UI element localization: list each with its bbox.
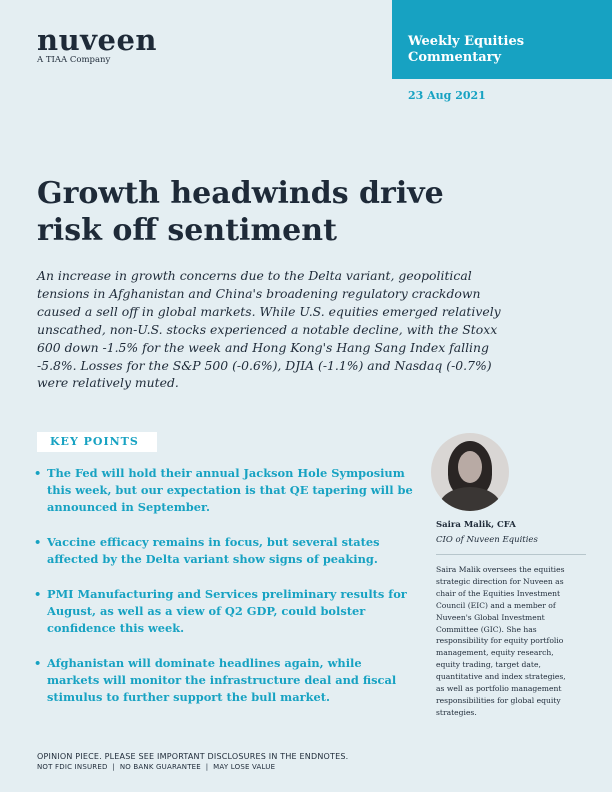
key-point-text: Afghanistan will dominate headlines again, while markets will monitor the infrastructure deal and fiscal stimulus to further support the bull market.	[47, 656, 397, 704]
disclaimer-text: OPINION PIECE. PLEASE SEE IMPORTANT DISCLOSURES IN THE ENDNOTES.	[37, 752, 349, 761]
author-name: Saira Malik, CFA	[436, 520, 516, 530]
key-point-text: Vaccine efficacy remains in focus, but several states affected by the Delta variant show signs of peaking.	[47, 535, 380, 566]
brand-tagline: A TIAA Company	[37, 55, 111, 65]
list-item	[34, 586, 414, 637]
article-intro: An increase in growth concerns due to the Delta variant, geopolitical tensions in Afghanistan and China's broadening regulatory crackdown caused a sell off in global markets. While U.S. equities emerged relatively unscathed, non-U.S. stocks experienced a notable decline, with the Stoxx 600 down -1.5% for the week and Hong Kong's Hang Sang Index falling -5.8%. Losses for the S&P 500 (-0.6%), DJIA (-1.1%) and Nasdaq (-0.7%) were relatively muted.	[37, 268, 501, 391]
key-points-list	[34, 465, 414, 724]
legal-text: NOT FDIC INSURED | NO BANK GUARANTEE | MAY LOSE VALUE	[37, 763, 276, 771]
key-point-text: The Fed will hold their annual Jackson Hole Symposium this week, but our expectation is that QE tapering will be announced in September.	[47, 466, 413, 514]
key-point-text: PMI Manufacturing and Services preliminary results for August, as well as a view of Q2 GDP, could bolster confidence this week.	[47, 587, 407, 635]
list-item	[34, 534, 414, 568]
publication-date: 23 Aug 2021	[408, 89, 486, 102]
list-item	[34, 655, 414, 706]
series-title-line2: Commentary	[408, 50, 502, 65]
author-photo	[431, 433, 509, 511]
nuveen-logo	[37, 24, 157, 65]
bullet-icon: •	[34, 466, 42, 480]
series-banner	[392, 0, 612, 79]
bullet-icon: •	[34, 656, 42, 670]
brand-name: nuveen	[37, 23, 158, 57]
bullet-icon: •	[34, 587, 42, 601]
key-points-label: KEY POINTS	[37, 432, 157, 452]
author-role: CIO of Nuveen Equities	[436, 535, 538, 545]
series-title-line1: Weekly Equities	[408, 34, 525, 49]
list-item	[34, 465, 414, 516]
divider	[436, 554, 586, 555]
bullet-icon: •	[34, 535, 42, 549]
article-title: Growth headwinds drive risk off sentiment	[37, 176, 444, 248]
author-bio: Saira Malik oversees the equities strategic direction for Nuveen as chair of the Equities Investment Council (EIC) and a member of Nuveen's Global Investment Committee (GIC). She has responsibility for equity portfolio management, equity research, equity trading, target date, quantitative and index strategies, as well as portfolio management responsibilities for global equity strategies.	[436, 565, 566, 717]
